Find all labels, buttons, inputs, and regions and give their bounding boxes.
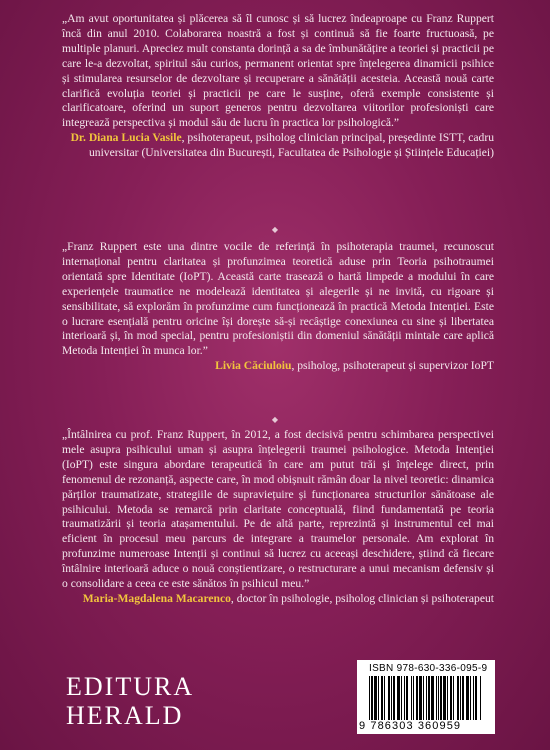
quote-1-attribution — [62, 131, 494, 161]
separator-1: ◆ — [271, 225, 279, 234]
publisher-logo — [66, 672, 194, 730]
isbn-barcode — [357, 660, 495, 734]
barcode-bar — [378, 676, 379, 720]
barcode-bar — [480, 676, 481, 720]
quote-2-credentials: , psiholog, psihoterapeut și supervizor IoPT — [291, 359, 494, 373]
quote-3-text: „Întâlnirea cu prof. Franz Ruppert, în 2012, a fost decisivă pentru schimbarea perspectivei mele asupra psihicului uman și asupra înțelegerii traumei psihologice. Metoda Intenției (IoPT) este singura abordare terapeutică în care am putut trăi și înțelege direct, prin fenomenul de rezonanță, aspecte care, în mod obișnuit rămân doar la nivel teoretic: dinamica părților traumatizate, strategiile de supraviețuire și funcționarea structurilor sănătoase ale psihicului. Metoda se remarcă prin claritate conceptuală, fiind fundamentată pe teoria traumatizării și teoria atașamentului. Pe de altă parte, reprezintă și instrumentul cel mai eficient în procesul meu parcurs de integrare a traumelor personale. Am explorat în profunzime numeroase Intenții și continui să lucrez cu aceeași deschidere, știind că fiecare întâlnire interioară aduce o nouă conștientizare, o restructurare a unui mecanism defensiv și o consolidare a ceea ce este sănătos în psihicul meu.” — [62, 428, 494, 591]
barcode-bar — [384, 676, 385, 720]
quote-1-text: „Am avut oportunitatea și plăcerea să îl cunosc și să lucrez îndeaproape cu Franz Ruppert încă din anul 2010. Colaborarea noastră a fost și continuă să fie foarte fructuoasă, pe multiple planuri. Apreciez mult constanta dorință a sa de îmbunătățire a teoriei și practicii pe care le-a dezvoltat, spiritul său curios, permanent orientat spre înțelegerea dinamicii psihice și stimularea resurselor de dezvoltare și recuperare a sănătății acesteia. Această nouă carte clarifică evoluția teoriei și practicii pe care le susține, oferă exemple consistente și clarificatoare, oferind un suport generos pentru dezvoltarea viitorilor profesioniști care integrează perspectiva și modul său de lucru în practica lor psihologică.” — [62, 12, 494, 130]
barcode-bar — [381, 676, 383, 720]
barcode-bar — [443, 676, 446, 720]
barcode-bar — [436, 676, 437, 720]
quote-3-author: Maria-Magdalena Macarenco — [82, 591, 231, 605]
barcode-bar — [438, 676, 439, 720]
publisher-line-2: HERALD — [66, 701, 184, 730]
barcode-bar — [369, 676, 370, 720]
isbn-label: ISBN 978-630-336-095-9 — [369, 663, 488, 674]
barcode-bar — [428, 676, 430, 720]
barcode-bar — [431, 676, 434, 720]
quote-2-text: „Franz Ruppert este una dintre vocile de referință în psihoterapia traumei, recunoscut internațional pentru claritatea și profunzimea teoretică aduse prin Teoria psihotraumei orientată spre Identitate (IoPT). Această carte trasează o hartă limpede a modului în care experiențele traumatice ne modelează identitatea și alegerile și ne invită, cu rigoare și sensibilitate, să explorăm în profunzime cum funcționează în practică Metoda Intenției. Este o lucrare esențială pentru oricine își dorește să-și recâștige conexiunea cu sine și libertatea interioară și, în mod special, pentru profesioniștii din domeniul sănătății mintale care aplică Metoda Intenției în munca lor.” — [62, 240, 494, 358]
barcode-bar — [466, 676, 469, 720]
barcode-bar — [397, 676, 400, 720]
quote-1-credentials: , psihoterapeut, psiholog clinician principal, președinte ISTT, cadru universitar (Universitatea din București, Facultatea de Psihologie și Științele Educației) — [88, 131, 494, 160]
barcode-bar — [406, 676, 408, 720]
barcode-bar — [447, 676, 448, 720]
barcode-bar — [419, 676, 422, 720]
barcode-bar — [423, 676, 424, 720]
barcode-bar — [411, 676, 412, 720]
barcode-bar — [462, 676, 464, 720]
quote-2-attribution — [62, 359, 494, 374]
barcode-bar — [470, 676, 471, 720]
quote-2-author: Livia Căciuloiu — [215, 359, 292, 373]
barcode-bar — [388, 676, 390, 720]
barcode-bar — [374, 676, 377, 720]
quote-3-attribution — [62, 592, 494, 607]
barcode-bar — [391, 676, 392, 720]
barcode-bar — [450, 676, 452, 720]
barcode-bar — [393, 676, 395, 720]
quote-3-credentials: , doctor în psihologie, psiholog clinician și psihoterapeut — [230, 591, 494, 605]
barcode-digits: 9 786303 360959 — [359, 720, 462, 732]
barcode-bar — [401, 676, 402, 720]
barcode-bar — [404, 676, 405, 720]
barcode-bar — [416, 676, 418, 720]
publisher-line-1: EDITURA — [66, 672, 195, 701]
separator-2: ◆ — [271, 415, 279, 424]
quote-1-author: Dr. Diana Lucia Vasile — [70, 131, 182, 145]
barcode-bar — [440, 676, 442, 720]
barcode-bar — [460, 676, 461, 720]
barcode-bar — [475, 676, 477, 720]
quote-2 — [62, 240, 494, 374]
barcode-bar — [473, 676, 474, 720]
quote-1 — [62, 12, 494, 161]
barcode-bar — [413, 676, 414, 720]
barcode-bar — [457, 676, 459, 720]
barcode-bars — [369, 676, 483, 720]
barcode-bar — [426, 676, 427, 720]
quote-3 — [62, 428, 494, 607]
barcode-bar — [453, 676, 454, 720]
barcode-bar — [371, 676, 373, 720]
